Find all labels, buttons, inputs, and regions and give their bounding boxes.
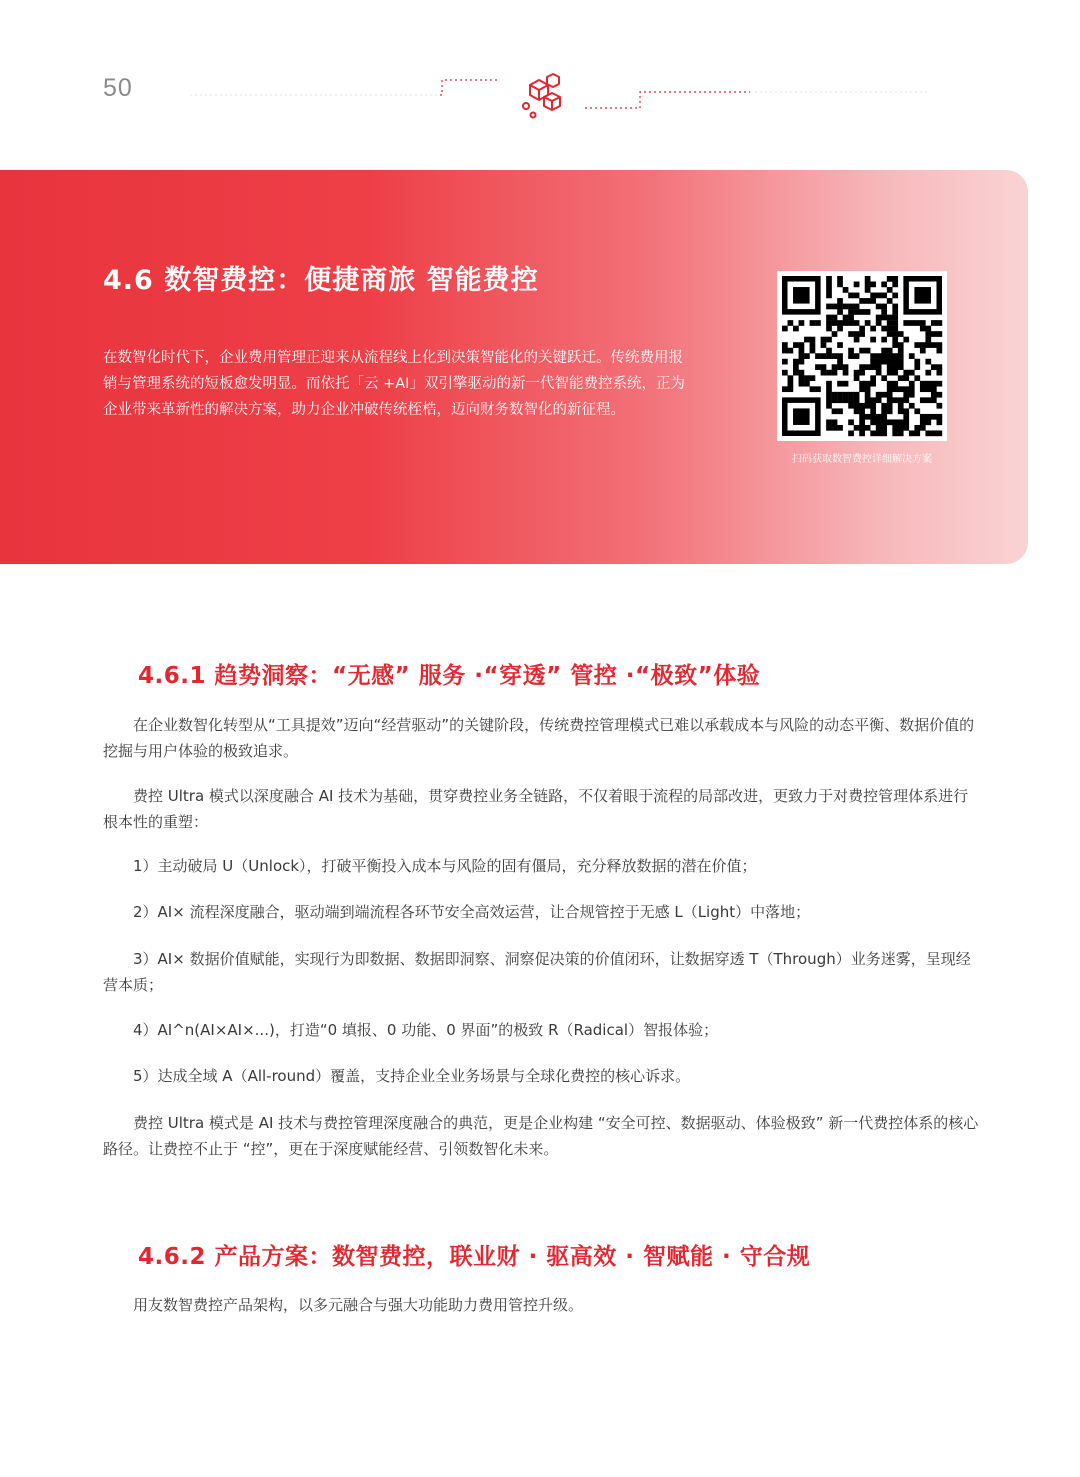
paragraph: 费控 Ultra 模式是 AI 技术与费控管理深度融合的典范，更是企业构建 “安全可控、数据驱动、体验极致” 新一代费控体系的核心路径。让费控不止于 “控”，更在于深度赋能经营、引领数智化未来。 — [103, 1114, 979, 1158]
list-item: 1）主动破局 U（Unlock），打破平衡投入成本与风险的固有僵局，充分释放数据的潜在价值； — [103, 857, 757, 875]
section-title-4-6-2: 4.6.2 产品方案：数智费控，联业财 · 驱高效 · 智赋能 · 守合规 — [138, 1244, 811, 1270]
hero-intro-text: 在数智化时代下，企业费用管理正迎来从流程线上化到决策智能化的关键跃迁。传统费用报销与管理系统的短板愈发明显。而依托「云 +AI」双引擎驱动的新一代智能费控系统，正为企业带来革新性的解决方案，助力企业冲破传统桎梏，迈向财务数智化的新征程。 — [103, 350, 685, 418]
qr-caption: 扫码获取数智费控详细解决方案 — [792, 454, 932, 465]
paragraph: 费控 Ultra 模式以深度融合 AI 技术为基础，贯穿费控业务全链路，不仅着眼于流程的局部改进，更致力于对费控管理体系进行根本性的重塑： — [103, 787, 969, 831]
list-item: 2）AI× 流程深度融合，驱动端到端流程各环节安全高效运营，让合规管控于无感 L（Light）中落地； — [103, 903, 811, 921]
hero-banner — [0, 170, 1028, 564]
list-item: 4）AI^n(AI×AI×...)，打造“0 填报、0 功能、0 界面”的极致 R（Radical）智报体验； — [103, 1021, 719, 1039]
paragraph: 用友数智费控产品架构，以多元融合与强大功能助力费用管控升级。 — [103, 1296, 584, 1314]
page-number: 50 — [103, 74, 133, 102]
header-decoration — [190, 70, 940, 120]
paragraph: 在企业数智化转型从“工具提效”迈向“经营驱动”的关键阶段，传统费控管理模式已难以承载成本与风险的动态平衡、数据价值的挖掘与用户体验的极致追求。 — [103, 716, 975, 760]
qr-code[interactable] — [777, 271, 947, 441]
hero-title: 4.6 数智费控：便捷商旅 智能费控 — [103, 265, 539, 296]
list-item: 5）达成全域 A（All-round）覆盖，支持企业全业务场景与全球化费控的核心诉求。 — [103, 1067, 691, 1085]
section-title-4-6-1: 4.6.1 趋势洞察：“无感” 服务 ·“穿透” 管控 ·“极致”体验 — [138, 663, 761, 689]
list-item: 3）AI× 数据价值赋能，实现行为即数据、数据即洞察、洞察促决策的价值闭环，让数据穿透 T（Through）业务迷雾，呈现经营本质； — [103, 950, 971, 994]
cube-cluster-icon — [523, 74, 560, 118]
